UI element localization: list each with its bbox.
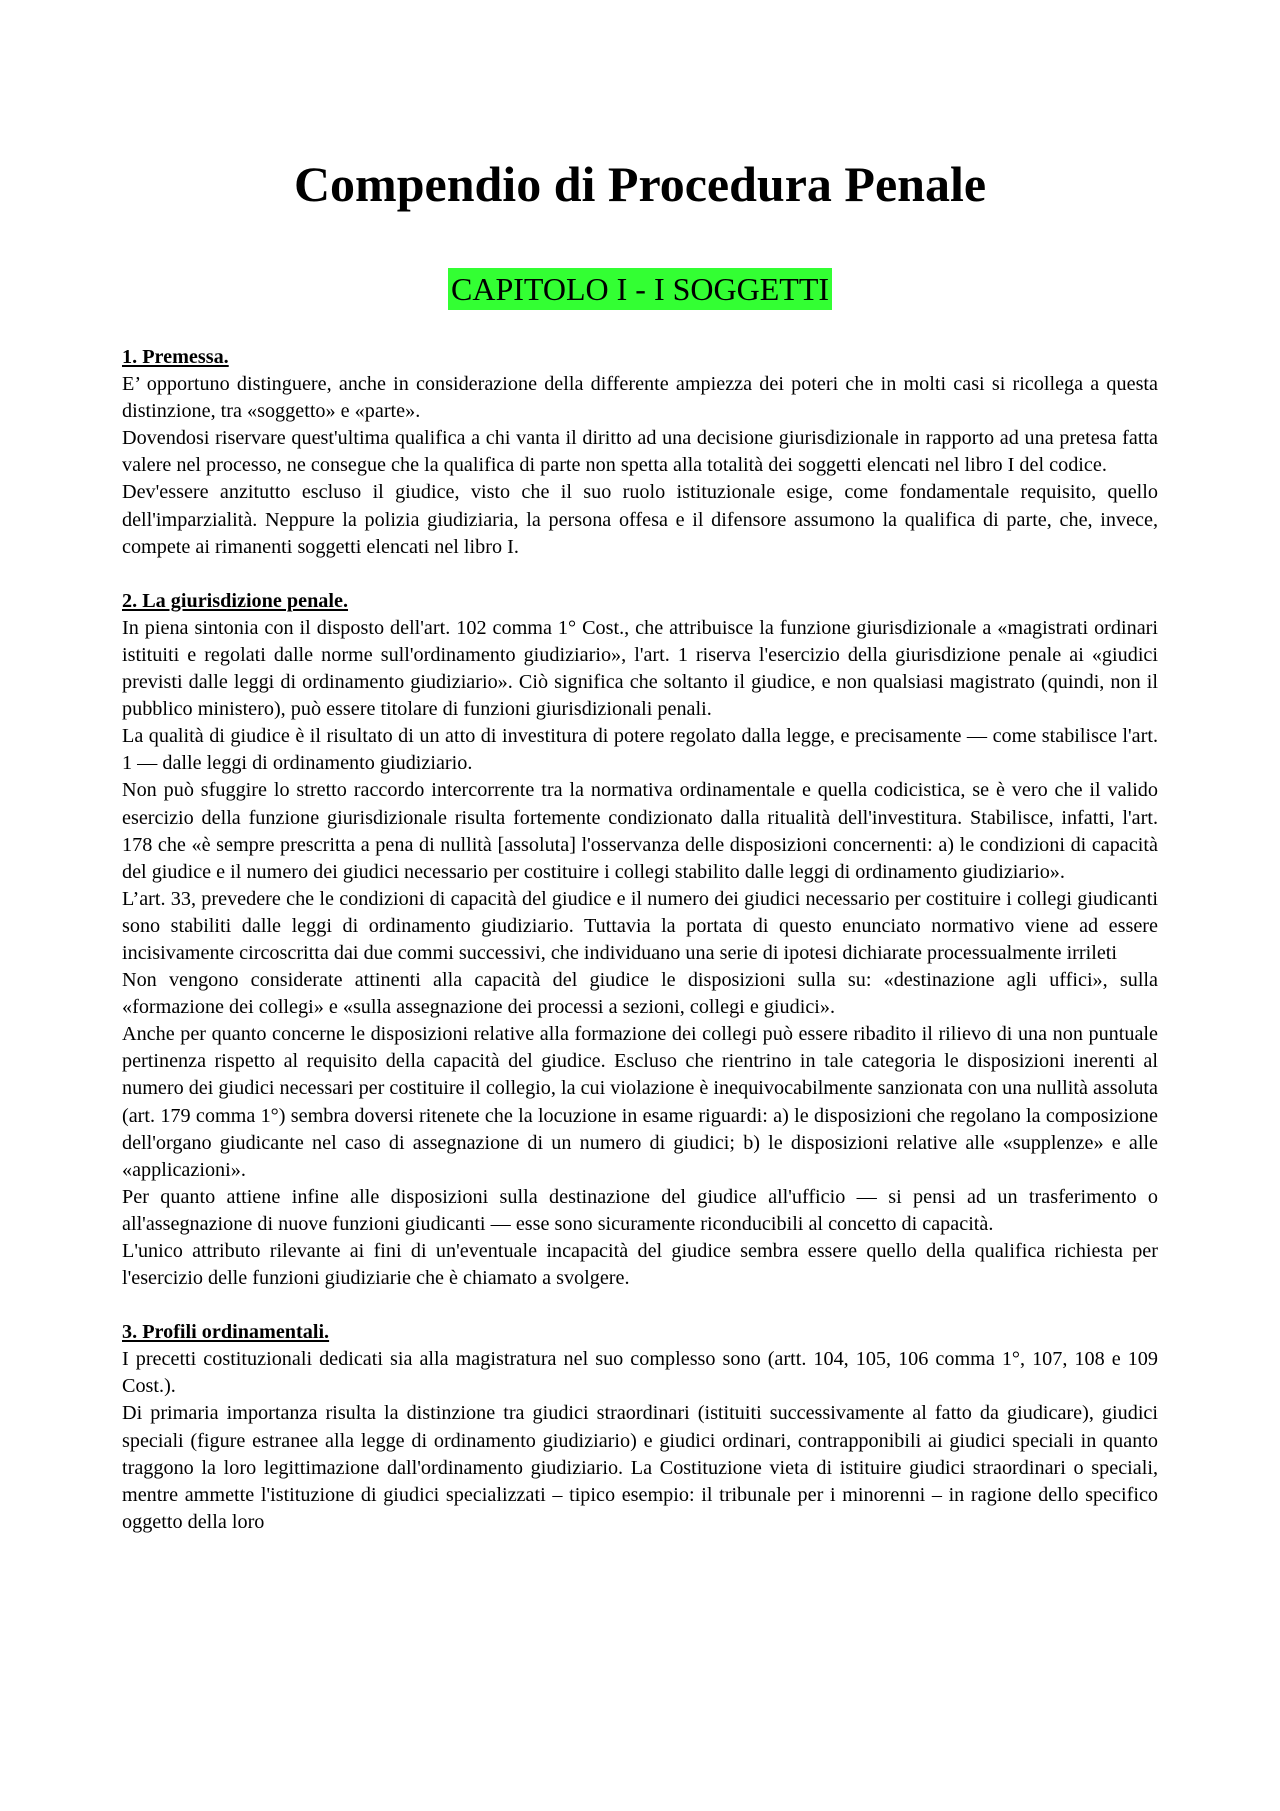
section-premessa xyxy=(122,344,1158,561)
section-heading: 3. Profili ordinamentali. xyxy=(122,1321,330,1344)
paragraph: Non può sfuggire lo stretto raccordo intercorrente tra la normativa ordinamentale e quella codicistica, se è vero che il valido esercizio della funzione giurisdizionale risulta fortemente condizionato dalla ritualità dell'investitura. Stabilisce, infatti, l'art. 178 che «è sempre prescritta a pena di nullità [assoluta] l'osservanza delle disposizioni concernenti: a) le condizioni di capacità del giudice e il numero dei giudici necessario per costituire i collegi stabilito dalle leggi di ordinamento giudiziario». xyxy=(122,779,1158,883)
section-heading: 2. La giurisdizione penale. xyxy=(122,589,349,612)
document-body xyxy=(122,344,1158,1536)
paragraph: I precetti costituzionali dedicati sia alla magistratura nel suo complesso sono (artt. 104, 105, 106 comma 1°, 107, 108 e 109 Cost.). xyxy=(122,1348,1158,1398)
document-title: Compendio di Procedura Penale xyxy=(293,156,987,212)
paragraph: L'unico attributo rilevante ai fini di un'eventuale incapacità del giudice sembra essere quello della qualifica richiesta per l'esercizio delle funzioni giudiziarie che è chiamato a svolgere. xyxy=(122,1240,1158,1290)
paragraph: Di primaria importanza risulta la distinzione tra giudici straordinari (istituiti successivamente al fatto da giudicare), giudici speciali (figure estranee alla legge di ordinamento giudiziario) e giudici ordinari, contrapponibili ai giudici speciali in quanto traggono la loro legittimazione dall'ordinamento giudiziario. La Costituzione vieta di istituire giudici straordinari o speciali, mentre ammette l'istituzione di giudici specializzati – tipico esempio: il tribunale per i minorenni – in ragione dello specifico oggetto della loro xyxy=(122,1402,1158,1533)
paragraph: Dev'essere anzitutto escluso il giudice, visto che il suo ruolo istituzionale esige, come fondamentale requisito, quello dell'imparzialità. Neppure la polizia giudiziaria, la persona offesa e il difensore assumono la qualifica di parte, che, invece, compete ai rimanenti soggetti elencati nel libro I. xyxy=(122,481,1158,558)
section-heading: 1. Premessa. xyxy=(122,346,229,368)
section-giurisdizione-penale xyxy=(122,588,1158,1292)
paragraph: Non vengono considerate attinenti alla capacità del giudice le disposizioni sulla su: «destinazione agli uffici», sulla «formazione dei collegi» e «sulla assegnazione dei processi a sezioni, collegi e giudici». xyxy=(122,969,1158,1019)
chapter-heading-wrapper xyxy=(0,268,1280,310)
paragraph: Anche per quanto concerne le disposizioni relative alla formazione dei collegi può essere ribadito il rilievo di una non puntuale pertinenza rispetto al requisito della capacità del giudice. Escluso che rientrino in tale categoria le disposizioni inerenti al numero dei giudici necessari per costituire il collegio, la cui violazione è inequivocabilmente sanzionata con una nullità assoluta (art. 179 comma 1°) sembra doversi ritenete che la locuzione in esame riguardi: a) le disposizioni che regolano la composizione dell'organo giudicante nel caso di assegnazione di un numero di giudici; b) le disposizioni relative alle «supplenze» e alle «applicazioni». xyxy=(122,1023,1158,1181)
chapter-heading: CAPITOLO I - I SOGGETTI xyxy=(448,268,832,310)
paragraph: Dovendosi riservare quest'ultima qualifica a chi vanta il diritto ad una decisione giurisdizionale in rapporto ad una pretesa fatta valere nel processo, ne consegue che la qualifica di parte non spetta alla totalità dei soggetti elencati nel libro I del codice. xyxy=(122,427,1158,477)
paragraph: In piena sintonia con il disposto dell'art. 102 comma 1° Cost., che attribuisce la funzione giurisdizionale a «magistrati ordinari istituiti e regolati dalle norme sull'ordinamento giudiziario», l'art. 1 riserva l'esercizio della giurisdizione penale ai «giudici previsti dalle leggi di ordinamento giudiziario». Ciò significa che soltanto il giudice, e non qualsiasi magistrato (quindi, non il pubblico ministero), può essere titolare di funzioni giurisdizionali penali. xyxy=(122,616,1158,721)
paragraph: E’ opportuno distinguere, anche in considerazione della differente ampiezza dei poteri che in molti casi si ricollega a questa distinzione, tra «soggetto» e «parte». xyxy=(122,373,1158,423)
paragraph: Per quanto attiene infine alle disposizioni sulla destinazione del giudice all'ufficio — si pensi ad un trasferimento o all'assegnazione di nuove funzioni giudicanti — esse sono sicuramente riconducibili al concetto di capacità. xyxy=(122,1185,1158,1235)
paragraph: La qualità di giudice è il risultato di un atto di investitura di potere regolato dalla legge, e precisamente — come stabilisce l'art. 1 — dalle leggi di ordinamento giudiziario. xyxy=(122,725,1158,775)
section-profili-ordinamentali xyxy=(122,1319,1158,1536)
paragraph: L’art. 33, prevedere che le condizioni di capacità del giudice e il numero dei giudici necessario per costituire i collegi giudicanti sono stabiliti dalle leggi di ordinamento giudiziario. Tuttavia la portata di questo enunciato normativo viene ad essere incisivamente circoscritta dai due commi successivi, che individuano una serie di ipotesi dichiarate processualmente irrileti xyxy=(122,887,1158,964)
